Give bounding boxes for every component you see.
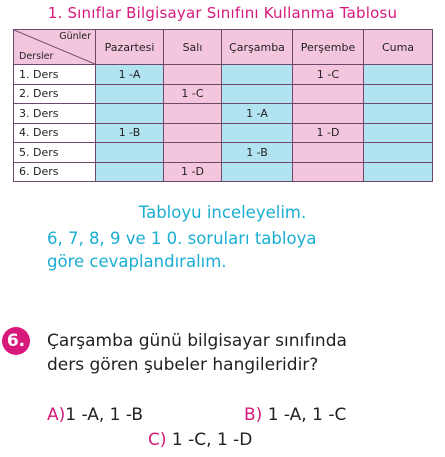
schedule-cell bbox=[96, 84, 164, 104]
schedule-cell: 1 -D bbox=[164, 162, 222, 182]
option-b-text: 1 -A, 1 -C bbox=[262, 405, 347, 425]
schedule-cell bbox=[164, 65, 222, 85]
instruction-line-2: 6, 7, 8, 9 ve 1 0. soruları tabloya bbox=[47, 229, 317, 248]
schedule-cell: 1 -A bbox=[222, 104, 293, 124]
header-row bbox=[14, 30, 433, 65]
schedule-cell: 1 -C bbox=[164, 84, 222, 104]
lesson-row bbox=[14, 84, 433, 104]
day-header: Perşembe bbox=[293, 30, 364, 65]
day-header: Çarşamba bbox=[222, 30, 293, 65]
question-line-1: Çarşamba günü bilgisayar sınıfında bbox=[47, 331, 347, 351]
instruction-line-1: Tabloyu inceleyelim. bbox=[138, 203, 307, 222]
schedule-cell: 1 -C bbox=[293, 65, 364, 85]
table-title: 1. Sınıflar Bilgisayar Sınıfını Kullanma Tablosu bbox=[47, 4, 398, 22]
schedule-table bbox=[13, 29, 433, 182]
lesson-row bbox=[14, 104, 433, 124]
schedule-cell bbox=[293, 84, 364, 104]
schedule-cell bbox=[164, 104, 222, 124]
lesson-row bbox=[14, 65, 433, 85]
schedule-cell bbox=[164, 143, 222, 163]
lesson-label: 2. Ders bbox=[14, 84, 96, 104]
schedule-cell bbox=[96, 162, 164, 182]
corner-cell bbox=[14, 30, 96, 65]
corner-lessons-label: Dersler bbox=[19, 51, 54, 62]
day-header: Cuma bbox=[364, 30, 433, 65]
schedule-cell bbox=[293, 104, 364, 124]
option-b[interactable] bbox=[244, 405, 346, 425]
option-a-letter: A) bbox=[47, 405, 66, 425]
lesson-label: 6. Ders bbox=[14, 162, 96, 182]
schedule-cell bbox=[293, 143, 364, 163]
schedule-cell bbox=[96, 143, 164, 163]
schedule-cell bbox=[364, 104, 433, 124]
schedule-cell bbox=[222, 162, 293, 182]
lesson-label: 5. Ders bbox=[14, 143, 96, 163]
option-b-letter: B) bbox=[244, 405, 263, 425]
corner-days-label: Günler bbox=[59, 31, 91, 42]
schedule-cell bbox=[364, 162, 433, 182]
lesson-row bbox=[14, 143, 433, 163]
question-number-badge: 6. bbox=[2, 327, 30, 355]
lesson-label: 3. Ders bbox=[14, 104, 96, 124]
lesson-row bbox=[14, 123, 433, 143]
option-a[interactable] bbox=[47, 405, 143, 425]
option-c-letter: C) bbox=[148, 430, 167, 450]
day-header: Salı bbox=[164, 30, 222, 65]
schedule-cell: 1 -A bbox=[96, 65, 164, 85]
option-a-text: 1 -A, 1 -B bbox=[65, 405, 144, 425]
schedule-cell bbox=[364, 123, 433, 143]
schedule-cell bbox=[364, 84, 433, 104]
instruction-line-3: göre cevaplandıralım. bbox=[47, 252, 227, 271]
schedule-cell bbox=[164, 123, 222, 143]
schedule-cell: 1 -D bbox=[293, 123, 364, 143]
option-c[interactable] bbox=[148, 430, 252, 450]
lesson-row bbox=[14, 162, 433, 182]
schedule-cell bbox=[222, 123, 293, 143]
schedule-cell bbox=[222, 84, 293, 104]
day-header: Pazartesi bbox=[96, 30, 164, 65]
schedule-cell bbox=[364, 143, 433, 163]
schedule-cell: 1 -B bbox=[222, 143, 293, 163]
question-line-2: ders gören şubeler hangileridir? bbox=[47, 355, 319, 375]
lesson-label: 4. Ders bbox=[14, 123, 96, 143]
schedule-cell: 1 -B bbox=[96, 123, 164, 143]
schedule-cell bbox=[293, 162, 364, 182]
schedule-cell bbox=[96, 104, 164, 124]
schedule-cell bbox=[222, 65, 293, 85]
lesson-label: 1. Ders bbox=[14, 65, 96, 85]
option-c-text: 1 -C, 1 -D bbox=[166, 430, 253, 450]
schedule-cell bbox=[364, 65, 433, 85]
